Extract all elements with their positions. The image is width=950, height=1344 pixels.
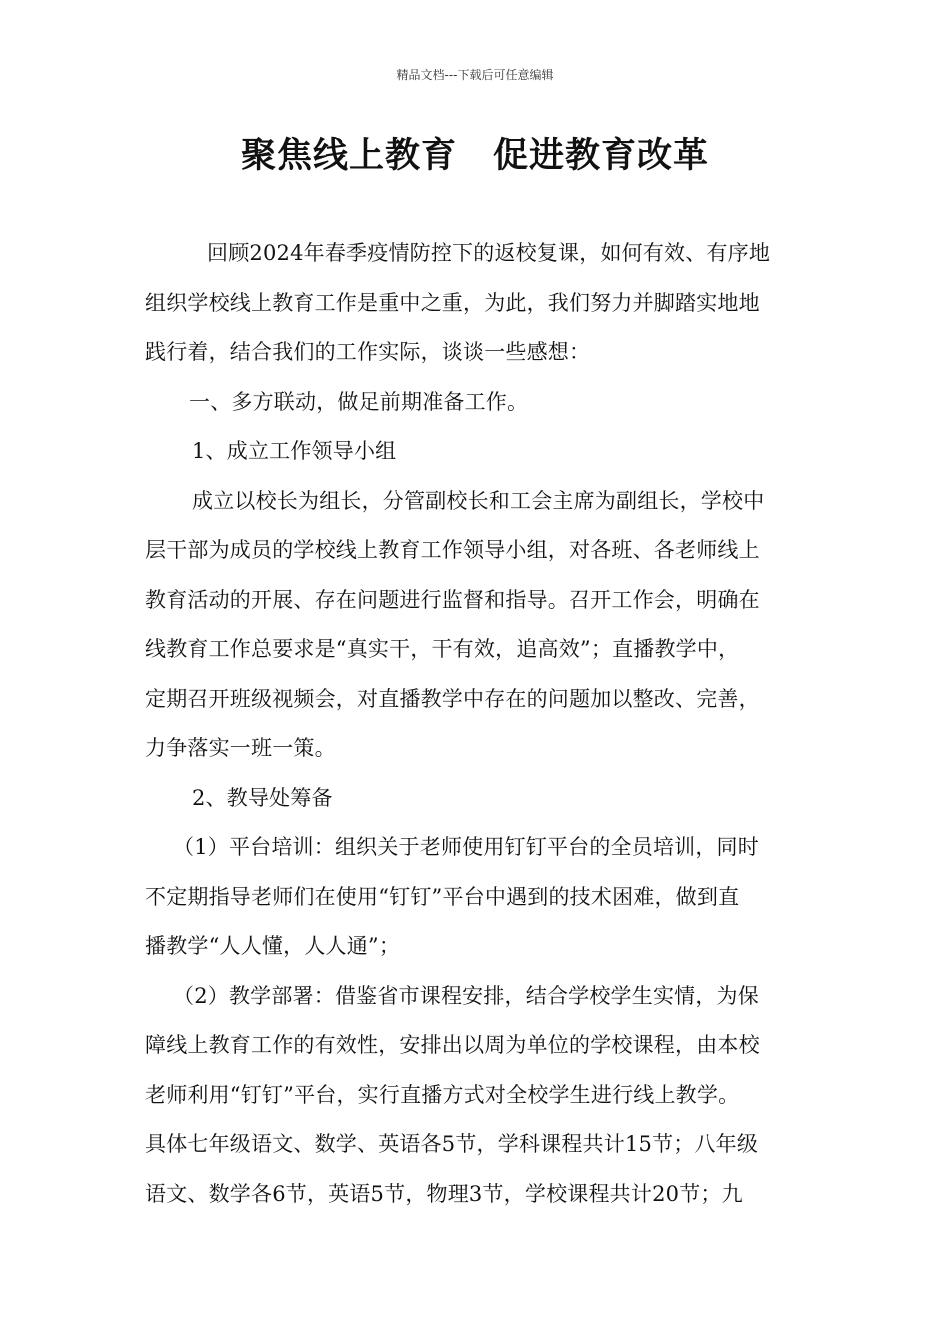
paragraph-line: 回顾2024年春季疫情防控下的返校复课，如何有效、有序地: [207, 241, 771, 265]
paragraph-line: 成立以校长为组长，分管副校长和工会主席为副组长，学校中: [192, 488, 765, 513]
paragraph-line: 定期召开班级视频会，对直播教学中存在的问题加以整改、完善，: [145, 686, 760, 711]
subsection-heading: 2、教导处筹备: [192, 785, 333, 810]
paragraph-line: 不定期指导老师们在使用“钉钉”平台中遇到的技术困难，做到直: [145, 884, 740, 909]
paragraph-line: 老师利用“钉钉”平台，实行直播方式对全校学生进行线上教学。: [145, 1082, 740, 1107]
paragraph-line: 教育活动的开展、存在问题进行监督和指导。召开工作会，明确在: [145, 587, 760, 612]
paragraph-line: （2）教学部署：借鉴省市课程安排，结合学校学生实情，为保: [173, 983, 759, 1008]
section-heading: 一、多方联动，做足前期准备工作。: [189, 389, 529, 414]
paragraph-line: 语文、数学各6节，英语5节，物理3节，学校课程共计20节；九: [145, 1181, 743, 1206]
paragraph-line: 力争落实一班一策。: [145, 736, 336, 760]
paragraph-line: 层干部为成员的学校线上教育工作领导小组，对各班、各老师线上: [145, 538, 760, 562]
subsection-heading: 1、成立工作领导小组: [192, 439, 397, 463]
paragraph-line: 践行着，结合我们的工作实际，谈谈一些感想：: [145, 340, 591, 364]
paragraph-line: 组织学校线上教育工作是重中之重，为此，我们努力并脚踏实地地: [145, 290, 760, 315]
document-body: [145, 229, 805, 1219]
paragraph-line: 线教育工作总要求是“真实干，干有效，追高效”；直播教学中，: [145, 637, 740, 661]
page-title: 聚焦线上教育 促进教育改革: [240, 136, 709, 176]
paragraph-line: （1）平台培训：组织关于老师使用钉钉平台的全员培训，同时: [173, 835, 759, 859]
paragraph-line: 具体七年级语文、数学、英语各5节，学科课程共计15节；八年级: [145, 1132, 759, 1156]
paragraph-line: 播教学“人人懂，人人通”；: [145, 934, 401, 958]
header-note: 精品文档---下载后可任意编辑: [396, 68, 554, 82]
paragraph-line: 障线上教育工作的有效性，安排出以周为单位的学校课程，由本校: [145, 1033, 760, 1057]
